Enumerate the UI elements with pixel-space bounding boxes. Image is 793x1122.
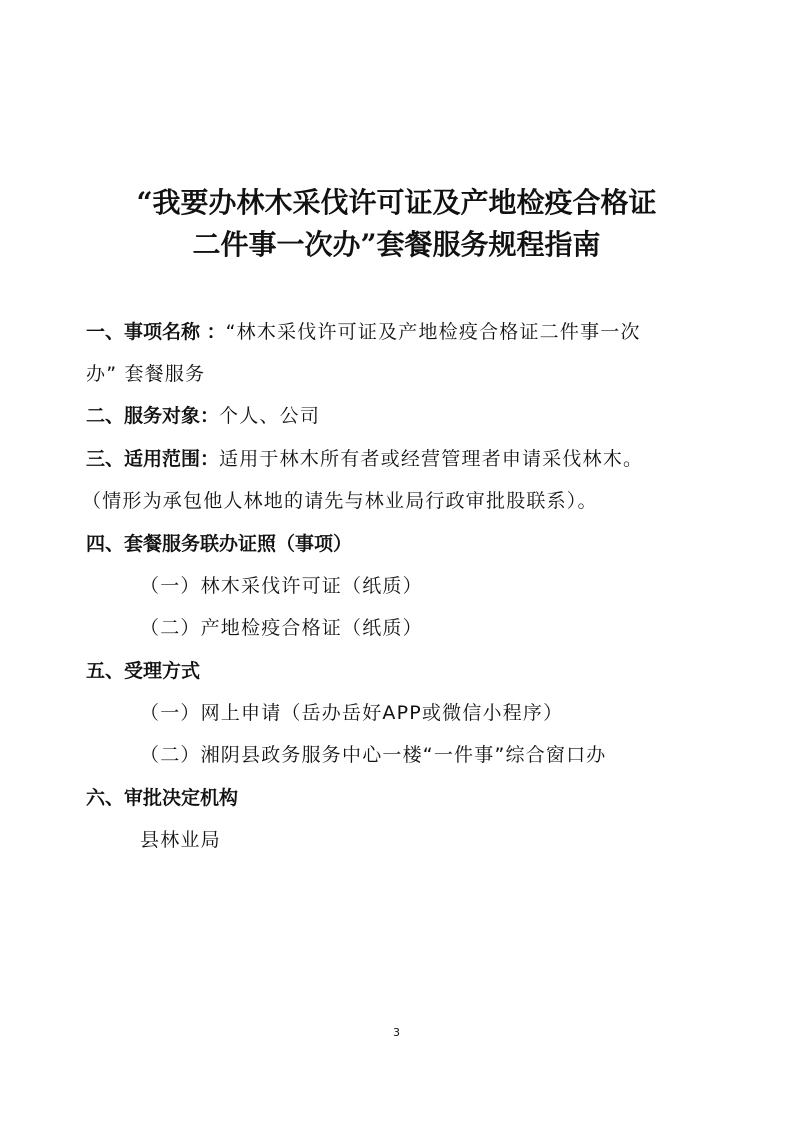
- section-6-heading: 六、审批决定机构: [86, 787, 239, 809]
- section-1-text-part-1: “林木采伐许可证及产地检疫合格证二件事一次: [225, 321, 641, 343]
- section-5-item-2: （二）湘阴县政务服务中心一楼“一件事”综合窗口办: [140, 744, 607, 766]
- section-2-heading: 二、服务对象：: [86, 405, 220, 427]
- section-1-heading: 一、事项名称 ：: [86, 321, 226, 343]
- document-title-line-2: 二件事一次办”套餐服务规程指南: [192, 228, 601, 261]
- section-4-item-1: （一）林木采伐许可证（纸质）: [140, 575, 423, 597]
- section-2-line: [86, 402, 320, 430]
- section-6-text: 县林业局: [140, 829, 221, 851]
- section-3-text-part-1: 适用于林木所有者或经营管理者申请采伐林木。: [219, 448, 644, 470]
- section-1-text-part-2: 办” 套餐服务: [86, 363, 206, 385]
- section-3-heading: 三、适用范围：: [86, 448, 220, 470]
- section-1-line-1: [86, 318, 641, 346]
- section-4-item-2: （二）产地检疫合格证（纸质）: [140, 617, 423, 639]
- page-number: 3: [393, 1026, 400, 1039]
- section-2-text: 个人、公司: [219, 405, 321, 427]
- section-5-heading: 五、受理方式: [86, 660, 201, 682]
- section-3-text-part-2: （情形为承包他人林地的请先与林业局行政审批股联系）。: [82, 490, 598, 512]
- section-5-item-1: （一）网上申请（岳办岳好APP或微信小程序）: [140, 702, 564, 724]
- document-title-line-1: “我要办林木采伐许可证及产地检疫合格证: [136, 186, 657, 219]
- section-4-heading: 四、套餐服务联办证照（事项）: [86, 533, 353, 555]
- section-3-line-1: [86, 445, 643, 473]
